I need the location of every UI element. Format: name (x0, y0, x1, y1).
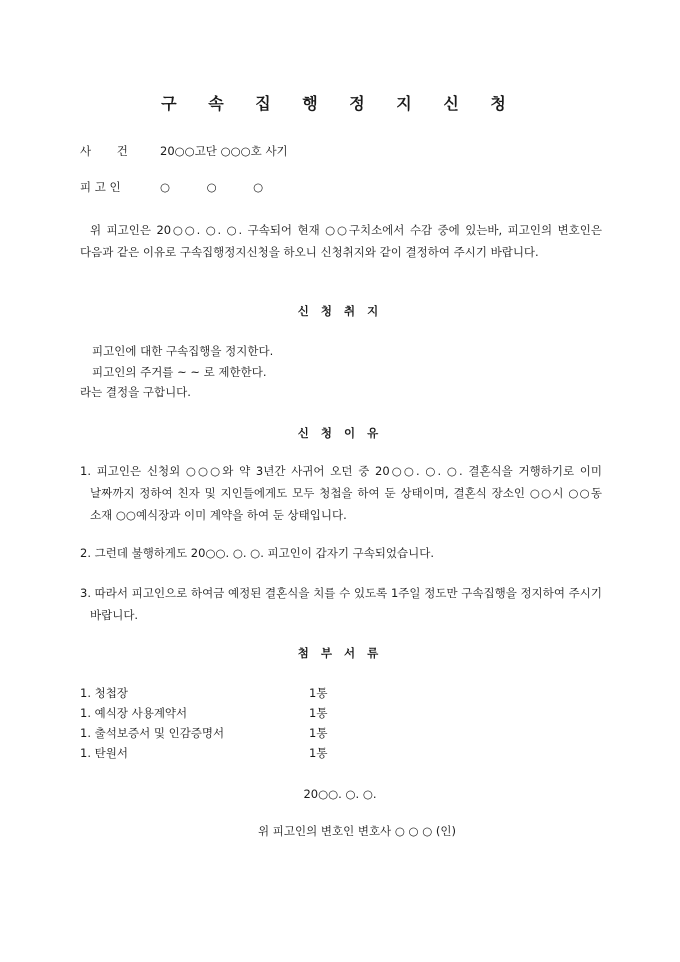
attachment-qty: 1통 (309, 686, 328, 700)
attachment-qty: 1통 (309, 706, 328, 720)
document-date: 20○○. ○. ○. (303, 787, 377, 801)
purpose-line: 피고인의 주거를 ~ ~ 로 제한한다. (92, 365, 267, 379)
purpose-line: 라는 결정을 구합니다. (80, 385, 191, 399)
purpose-heading: 신 청 취 지 (297, 304, 383, 318)
case-label: 사 건 (80, 144, 128, 158)
case-row (80, 146, 288, 158)
attachment-name: 1. 출석보증서 및 인감증명서 (80, 726, 225, 740)
attachment-qty: 1통 (309, 726, 328, 740)
attachments-heading: 첨 부 서 류 (297, 646, 383, 660)
defendant-value: ○ ○ ○ (160, 180, 264, 194)
defendant-label: 피 고 인 (80, 180, 121, 194)
case-value: 20○○고단 ○○○호 사기 (160, 144, 288, 158)
attachment-name: 1. 청첩장 (80, 686, 128, 700)
defendant-row (80, 182, 263, 194)
intro-paragraph: 위 피고인은 20○○. ○. ○. 구속되어 현재 ○○구치소에서 수감 중에 있는바, 피고인의 변호인은 다음과 같은 이유로 구속집행정지신청을 하오니 신청취지와 같이 결정하여 주시기 바랍니다. (80, 223, 602, 259)
reason-item: 2. 그런데 불행하게도 20○○. ○. ○. 피고인이 갑자기 구속되었습니다. (80, 546, 435, 560)
reason-item: 3. 따라서 피고인으로 하여금 예정된 결혼식을 치를 수 있도록 1주일 정도만 구속집행을 정지하여 주시기 바랍니다. (80, 586, 602, 622)
purpose-line: 피고인에 대한 구속집행을 정지한다. (92, 344, 274, 358)
reasons-heading: 신 청 이 유 (297, 426, 383, 440)
reason-item: 1. 피고인은 신청외 ○○○와 약 3년간 사귀어 오던 중 20○○. ○. ○. 결혼식을 거행하기로 이미 날짜까지 정하여 친자 및 지인들에게도 모두 청첩을 하여 둔 상태이며, 결혼식 장소인 ○○시 ○○동 소재 ○○예식장과 이미 계약을 하여 둔 상태입니다. (80, 464, 602, 522)
document-title: 구 속 집 행 정 지 신 청 (161, 94, 519, 113)
attachment-name: 1. 예식장 사용계약서 (80, 706, 188, 720)
signature-line: 위 피고인의 변호인 변호사 ○ ○ ○ (인) (258, 824, 456, 838)
attachment-name: 1. 탄원서 (80, 746, 128, 760)
attachment-qty: 1통 (309, 746, 328, 760)
